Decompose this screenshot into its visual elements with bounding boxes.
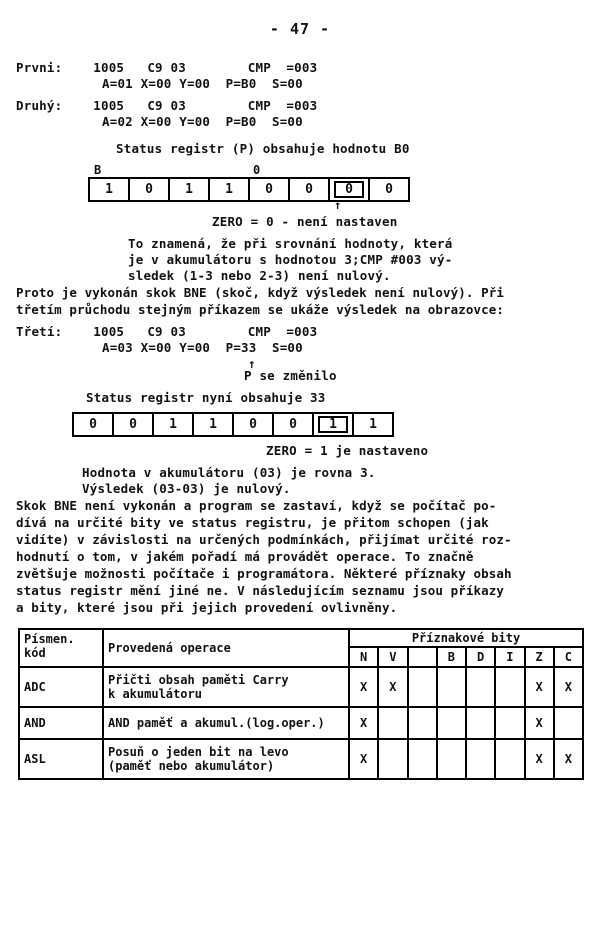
row-operation-line2: k akumulátoru xyxy=(108,687,202,701)
row-code: ASL xyxy=(19,739,103,779)
paragraph-summary-7: a bity, které jsou při jejich provedení ovlivněny. xyxy=(16,600,398,615)
header-code-line2: kód xyxy=(24,646,46,660)
listing-second-registers: A=02 X=00 Y=00 P=B0 S=00 xyxy=(102,114,303,129)
row-code: ADC xyxy=(19,667,103,707)
row-flag-b xyxy=(437,707,466,739)
bit-cell: 1 xyxy=(194,414,234,435)
bit-cell: 0 xyxy=(290,179,330,200)
paragraph-summary-3: vidíte) v závislosti na určených podmínkách, přijímat určité roz- xyxy=(16,532,512,547)
listing-third-registers: A=03 X=00 Y=00 P=33 S=00 xyxy=(102,340,303,355)
table-row xyxy=(19,667,583,707)
paragraph-summary-1: Skok BNE není vykonán a program se zastaví, když se počítač po- xyxy=(16,498,497,513)
listing-second-line: Druhý: 1005 C9 03 CMP =003 xyxy=(16,98,318,113)
listing-first-registers: A=01 X=00 Y=00 P=B0 S=00 xyxy=(102,76,303,91)
paragraph-summary-6: status registr mění jiné ne. V následujícím seznamu jsou příkazy xyxy=(16,583,505,598)
row-flag-b xyxy=(437,739,466,779)
explain-line-1: To znamená, že při srovnání hodnoty, která xyxy=(128,236,453,251)
row-operation-line1: Posuň o jeden bit na levo xyxy=(108,745,289,759)
bit-label-zero: 0 xyxy=(253,163,261,177)
row-flag-v xyxy=(378,739,407,779)
bit-label-b: B xyxy=(94,163,102,177)
bit-cell: 0 xyxy=(130,179,170,200)
accumulator-note-1: Hodnota v akumulátoru (03) je rovna 3. xyxy=(82,465,376,480)
bit-cell: 0 xyxy=(274,414,314,435)
header-code-cell xyxy=(19,629,103,667)
header-flags-title: Příznakové bity xyxy=(349,629,583,647)
row-flag-b xyxy=(437,667,466,707)
row-flag-v xyxy=(378,707,407,739)
row-flag-c xyxy=(554,707,583,739)
status-register-bits-2 xyxy=(72,412,394,437)
bit-cell: 1 xyxy=(170,179,210,200)
row-operation-line2: (paměť nebo akumulátor) xyxy=(108,759,275,773)
flag-header-c: C xyxy=(554,647,583,667)
row-flag-v: X xyxy=(378,667,407,707)
bit-cell: 0 xyxy=(114,414,154,435)
spacer xyxy=(16,130,582,141)
row-operation-line1: Přičti obsah paměti Carry xyxy=(108,673,289,687)
bit-cell: 1 xyxy=(369,417,377,432)
status-bit-labels-1 xyxy=(88,163,410,177)
bit-cell: 1 xyxy=(210,179,250,200)
row-flag-c: X xyxy=(554,667,583,707)
row-flag-d xyxy=(466,707,495,739)
bit-cell: 0 xyxy=(250,179,290,200)
paragraph-summary-5: zvětšuje možnosti počítače i programátora. Některé příznaky obsah xyxy=(16,566,512,581)
arrow-up-icon: ↑ xyxy=(334,198,342,212)
status-bit-arrow-1 xyxy=(88,198,410,214)
row-code: AND xyxy=(19,707,103,739)
instructions-flags-table xyxy=(18,628,584,780)
explain-line-2: je v akumulátoru s hodnotou 3;CMP #003 vý- xyxy=(128,252,453,267)
page-number: - 47 - xyxy=(269,20,331,38)
flag-header-blank xyxy=(408,647,437,667)
bit-cell: 0 xyxy=(234,414,274,435)
paragraph-bne-2: třetím průchodu stejným příkazem se ukáže výsledek na obrazovce: xyxy=(16,302,505,317)
flag-header-b: B xyxy=(437,647,466,667)
accumulator-note-2: Výsledek (03-03) je nulový. xyxy=(82,481,291,496)
table-row xyxy=(19,707,583,739)
bit-cell: 0 xyxy=(74,414,114,435)
header-code-line1: Písmen. xyxy=(24,632,75,646)
status-register-caption-2: Status registr nyní obsahuje 33 xyxy=(86,390,326,405)
bit-cell: 1 xyxy=(154,414,194,435)
bit-cell-highlighted: 0 xyxy=(330,179,370,200)
row-flag-i xyxy=(495,667,524,707)
third-arrow-icon: ↑ xyxy=(248,356,256,371)
row-flag-c: X xyxy=(554,739,583,779)
table-header-row xyxy=(19,629,583,647)
row-flag-z: X xyxy=(525,667,554,707)
explain-line-3: sledek (1-3 nebo 2-3) není nulový. xyxy=(128,268,391,283)
row-flag-n: X xyxy=(349,667,378,707)
row-flag-z: X xyxy=(525,707,554,739)
row-flag-n: X xyxy=(349,739,378,779)
row-flag-n: X xyxy=(349,707,378,739)
row-operation xyxy=(103,739,349,779)
status-register-bits-1 xyxy=(88,177,410,202)
row-flag-i xyxy=(495,739,524,779)
paragraph-summary-2: dívá na určité bity ve status registru, je přitom schopen (jak xyxy=(16,515,489,530)
third-note: P se změnilo xyxy=(244,368,337,383)
row-flag-blank xyxy=(408,667,437,707)
bit-cell-highlighted: 1 xyxy=(314,414,354,435)
row-flag-z: X xyxy=(525,739,554,779)
document-page xyxy=(0,20,600,950)
bit-cell: 1 xyxy=(90,179,130,200)
listing-third-line: Třetí: 1005 C9 03 CMP =003 xyxy=(16,324,318,339)
row-flag-blank xyxy=(408,739,437,779)
zero-flag-note-1: ZERO = 0 - není nastaven xyxy=(212,214,398,229)
listing-first-line: Prvni: 1005 C9 03 CMP =003 xyxy=(16,60,318,75)
paragraph-bne-1: Proto je vykonán skok BNE (skoč, když výsledek není nulový). Při xyxy=(16,285,505,300)
row-flag-i xyxy=(495,707,524,739)
row-operation xyxy=(103,707,349,739)
row-flag-blank xyxy=(408,707,437,739)
row-flag-d xyxy=(466,739,495,779)
row-operation-line1: AND paměť a akumul.(log.oper.) xyxy=(108,716,325,730)
zero-flag-note-2: ZERO = 1 je nastaveno xyxy=(266,443,429,458)
status-register-caption-1: Status registr (P) obsahuje hodnotu B0 xyxy=(116,141,410,156)
header-operation-cell: Provedená operace xyxy=(103,629,349,667)
row-flag-d xyxy=(466,667,495,707)
flag-header-d: D xyxy=(466,647,495,667)
paragraph-summary-4: hodnutí o tom, v jakém pořadí má provádět operace. To značně xyxy=(16,549,474,564)
flag-header-z: Z xyxy=(525,647,554,667)
flag-header-n: N xyxy=(349,647,378,667)
table-row xyxy=(19,739,583,779)
page-body xyxy=(0,60,600,780)
row-operation xyxy=(103,667,349,707)
flag-header-i: I xyxy=(495,647,524,667)
flag-header-v: V xyxy=(378,647,407,667)
bit-cell: 0 xyxy=(385,182,393,197)
